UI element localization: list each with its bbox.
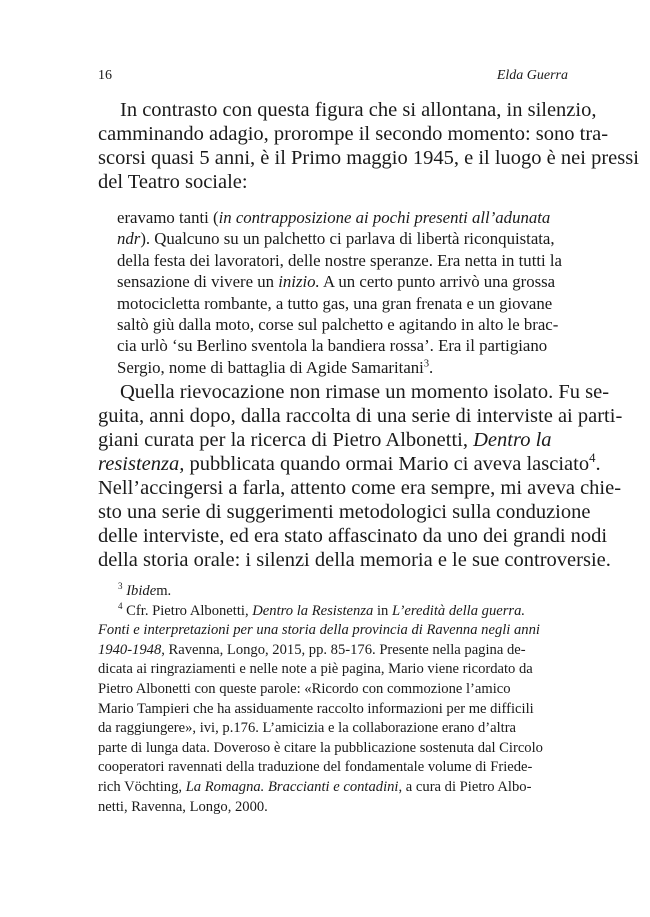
footnote-text: Ibide: [126, 583, 157, 599]
quote-text: .: [429, 357, 434, 377]
footnotes: [98, 582, 568, 817]
footnote-title: Dentro la Resistenza: [252, 602, 374, 619]
text-run: giani curata per la ricerca di Pietro Albonetti,: [98, 429, 474, 451]
text-line: scorsi quasi 5 anni, è il Primo maggio 1945, e il luogo è nei pressi: [98, 147, 639, 169]
quote-line: motocicletta rombante, a tutto gas, una gran frenata e un giovane: [117, 293, 553, 313]
page-header: [98, 66, 568, 86]
footnote-ref-4[interactable]: 4: [589, 451, 596, 466]
text-line: del Teatro sociale:: [98, 171, 248, 193]
footnote-line: [98, 778, 568, 798]
footnote-ref-3[interactable]: 3: [423, 358, 430, 370]
quote-line: [117, 271, 568, 292]
quote-line: [117, 207, 568, 228]
quote-line: della festa dei lavoratori, delle nostre speranze. Era netta in tutti la: [117, 250, 562, 270]
footnote-line: dicata ai ringraziamenti e nelle note a piè pagina, Mario viene ricordato da: [98, 661, 533, 678]
text-line: camminando adagio, prorompe il secondo momento: sono tra-: [98, 123, 609, 145]
text-line: Nell’accingersi a farla, attento come era sempre, mi aveva chie-: [98, 477, 622, 499]
text-line: della storia orale: i silenzi della memoria e le sue controversie.: [98, 549, 611, 571]
block-quote: [117, 207, 568, 378]
quote-line: [117, 228, 568, 249]
text-line: [98, 428, 568, 452]
footnote-number: 4: [118, 600, 123, 611]
footnote-text: rich Vöchting,: [98, 778, 186, 795]
footnote-text: , a cura di Pietro Albo-: [398, 778, 532, 795]
text-line: [98, 451, 601, 476]
footnote-line: Pietro Albonetti con queste parole: «Ricordo con commozione l’amico: [98, 680, 511, 697]
book-title: resistenza,: [98, 453, 185, 475]
quote-editor-note: in contrapposizione ai pochi presenti all’adunata: [218, 208, 551, 227]
text-line: sto una serie di suggerimenti metodologici sulla conduzione: [98, 501, 591, 523]
text-line: guita, anni dopo, dalla raccolta di una serie di interviste ai parti-: [98, 405, 623, 427]
footnote-line: [98, 641, 568, 661]
footnote-text: m.: [156, 583, 172, 599]
quote-text: Sergio, nome di battaglia di Agide Samaritani: [117, 357, 424, 377]
quote-text: ). Qualcuno su un palchetto ci parlava di libertà riconquistata,: [140, 229, 555, 249]
footnote-line: Fonti e interpretazioni per una storia della provincia di Ravenna negli anni: [98, 622, 540, 639]
footnote-title: L’eredità della guerra.: [391, 602, 526, 619]
quote-text: sensazione di vivere un: [117, 272, 279, 292]
quote-text: eravamo tanti (: [117, 208, 219, 227]
footnote-text: in: [373, 602, 392, 619]
footnote-title: La Romagna. Braccianti e contadini: [185, 778, 399, 795]
footnote-line: cooperatori ravennati della traduzione del fondamentale volume di Friede-: [98, 759, 533, 776]
footnote-number: 3: [118, 581, 123, 592]
quote-line: [117, 357, 568, 378]
footnote-line: Mario Tampieri che ha assiduamente raccolto informazioni per me difficili: [98, 700, 534, 717]
footnote-line: netti, Ravenna, Longo, 2000.: [98, 798, 268, 815]
text-run: pubblicata quando ormai Mario ci aveva lasciato: [184, 453, 590, 475]
footnote-4: [98, 602, 568, 622]
text-line: delle interviste, ed era stato affascinato da uno dei grandi nodi: [98, 525, 608, 547]
footnote-3: [98, 582, 568, 602]
quote-emphasis: inizio.: [278, 272, 320, 292]
footnote-text: Cfr. Pietro Albonetti,: [122, 602, 253, 619]
text-run: .: [595, 453, 601, 475]
page-number: 16: [98, 68, 112, 83]
quote-editor-note: ndr: [117, 229, 141, 249]
footnote-title: 1940-1948: [98, 641, 162, 658]
paragraph-1: [98, 98, 639, 194]
footnote-line: da raggiungere», ivi, p.176. L’amicizia e la collaborazione erano d’altra: [98, 720, 517, 737]
footnote-line: parte di lunga data. Doveroso è citare la pubblicazione sostenuta dal Circolo: [98, 739, 543, 756]
footnote-text: , Ravenna, Longo, 2015, pp. 85-176. Presente nella pagina de-: [161, 641, 526, 658]
text-line: Quella rievocazione non rimase un momento isolato. Fu se-: [120, 381, 610, 403]
quote-text: A un certo punto arrivò una grossa: [319, 272, 556, 292]
quote-line: saltò giù dalla moto, corse sul palchetto e agitando in alto le brac-: [117, 315, 559, 335]
running-head: Elda Guerra: [496, 68, 568, 83]
text-line: In contrasto con questa figura che si allontana, in silenzio,: [120, 99, 597, 121]
quote-line: cia urlò ‘su Berlino sventola la bandiera rossa’. Era il partigiano: [117, 336, 548, 356]
book-title: Dentro la: [473, 429, 552, 451]
paragraph-2: [98, 380, 623, 572]
